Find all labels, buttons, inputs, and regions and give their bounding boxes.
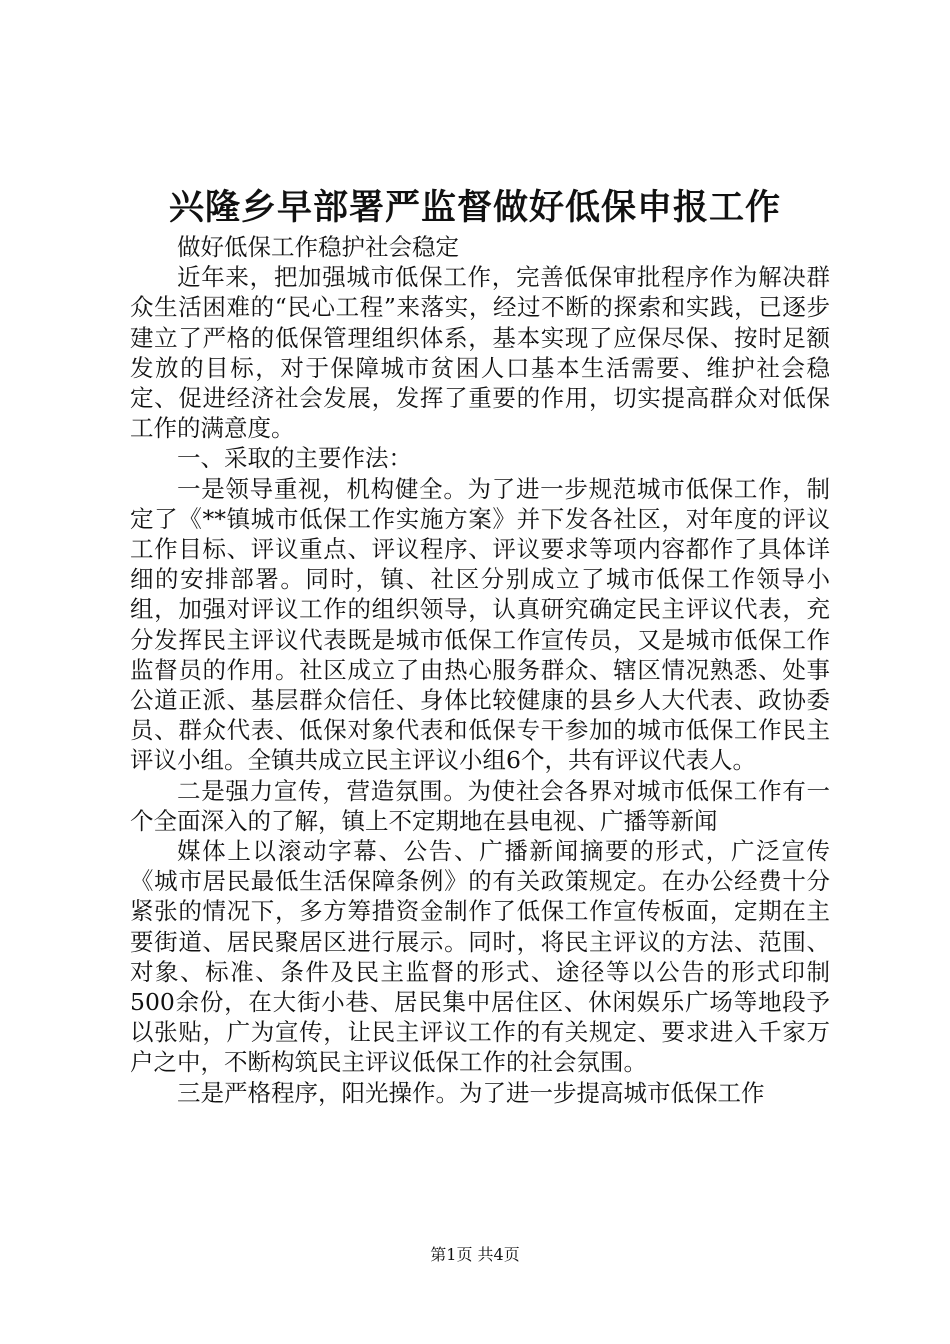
section-heading: 一、采取的主要作法： — [177, 444, 412, 473]
paragraph-procedure: 三是严格程序，阳光操作。为了进一步提高城市低保工作 — [177, 1078, 765, 1107]
paragraph-media: 媒体上以滚动字幕、公告、广播新闻摘要的形式，广泛宣传《城市居民最低生活保障条例》的有关政策规定。在办公经费十分紧张的情况下，多方筹措资金制作了低保工作宣传板面，定期在主要街道、居民聚居区进行展示。同时，将民主评议的方法、范围、对象、标准、条件及民主监督的形式、途径等以公告的形式印制500余份，在大街小巷、居民集中居住区、休闲娱乐广场等地段予以张贴，广为宣传，让民主评议工作的有关规定、要求进入千家万户之中，不断构筑民主评议低保工作的社会氛围。 — [130, 837, 830, 1077]
intro-paragraph: 近年来，把加强城市低保工作，完善低保审批程序作为解决群众生活困难的“民心工程”来落实，经过不断的探索和实践，已逐步建立了严格的低保管理组织体系，基本实现了应保尽保、按时足额发放的目标，对于保障城市贫困人口基本生活需要、维护社会稳定、促进经济社会发展，发挥了重要的作用，切实提高群众对低保工作的满意度。 — [130, 263, 830, 443]
document-body — [130, 232, 830, 1108]
paragraph-leadership: 一是领导重视，机构健全。为了进一步规范城市低保工作，制定了《**镇城市低保工作实施方案》并下发各社区，对年度的评议工作目标、评议重点、评议程序、评议要求等项内容都作了具体详细的安排部署。同时，镇、社区分别成立了城市低保工作领导小组，加强对评议工作的组织领导，认真研究确定民主评议代表，充分发挥民主评议代表既是城市低保工作宣传员，又是城市低保工作监督员的作用。社区成立了由热心服务群众、辖区情况熟悉、处事公道正派、基层群众信任、身体比较健康的县乡人大代表、政协委员、群众代表、低保对象代表和低保专干参加的城市低保工作民主评议小组。全镇共成立民主评议小组6个，共有评议代表人。 — [130, 474, 830, 775]
paragraph-publicity: 二是强力宣传，营造氛围。为使社会各界对城市低保工作有一个全面深入的了解，镇上不定期地在县电视、广播等新闻 — [130, 776, 830, 835]
document-title: 兴隆乡早部署严监督做好低保申报工作 — [168, 187, 781, 228]
subtitle-paragraph: 做好低保工作稳护社会稳定 — [177, 233, 459, 261]
page-footer: 第1页 共4页 — [430, 1245, 520, 1264]
